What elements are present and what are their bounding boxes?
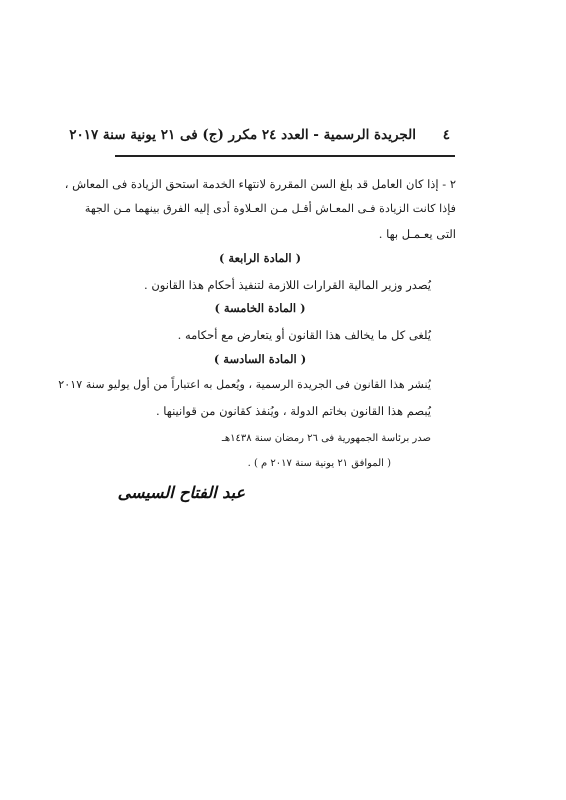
- article-6-line-2: يُبصم هذا القانون بخاتم الدولة ، ويُنفذ كقانون من قوانينها .: [155, 404, 431, 418]
- gazette-title: الجريدة الرسمية - العدد ٢٤ مكرر (ج) فى ٢١ يونية سنة ٢٠١٧: [69, 127, 416, 143]
- page-header: [69, 127, 450, 149]
- article-5-heading: ( المادة الخامسة ): [214, 301, 306, 315]
- article-4-heading: ( المادة الرابعة ): [218, 251, 302, 265]
- header-divider: [115, 155, 455, 157]
- clause-2-line-1: ٢ - إذا كان العامل قد بلغ السن المقررة لانتهاء الخدمة استحق الزيادة فى المعاش ،: [64, 177, 456, 191]
- corresponding-date: ( الموافق ٢١ يونية سنة ٢٠١٧ م ) .: [247, 458, 391, 469]
- article-6-line-1: يُنشر هذا القانون فى الجريدة الرسمية ، ويُعمل به اعتباراً من أول يوليو سنة ٢٠١٧: [58, 378, 431, 391]
- article-6-heading: ( المادة السادسة ): [213, 352, 307, 366]
- article-4-text: يُصدر وزير المالية القرارات اللازمة لتنفيذ أحكام هذا القانون .: [144, 278, 431, 292]
- clause-2-line-2: فإذا كانت الزيادة فـى المعـاش أقـل مـن العـلاوة أدى إليه الفرق بينهما مـن الجهة: [84, 202, 456, 215]
- issued-date: صدر برئاسة الجمهورية فى ٢٦ رمضان سنة ١٤٣٨هـ: [221, 433, 431, 444]
- page-number: ٤: [442, 127, 450, 143]
- article-5-text: يُلغى كل ما يخالف هذا القانون أو يتعارض مع أحكامه .: [177, 328, 431, 342]
- clause-2-line-3: التى يعـمـل بها .: [378, 227, 456, 241]
- president-signature: عبد الفتاح السيسى: [117, 483, 245, 502]
